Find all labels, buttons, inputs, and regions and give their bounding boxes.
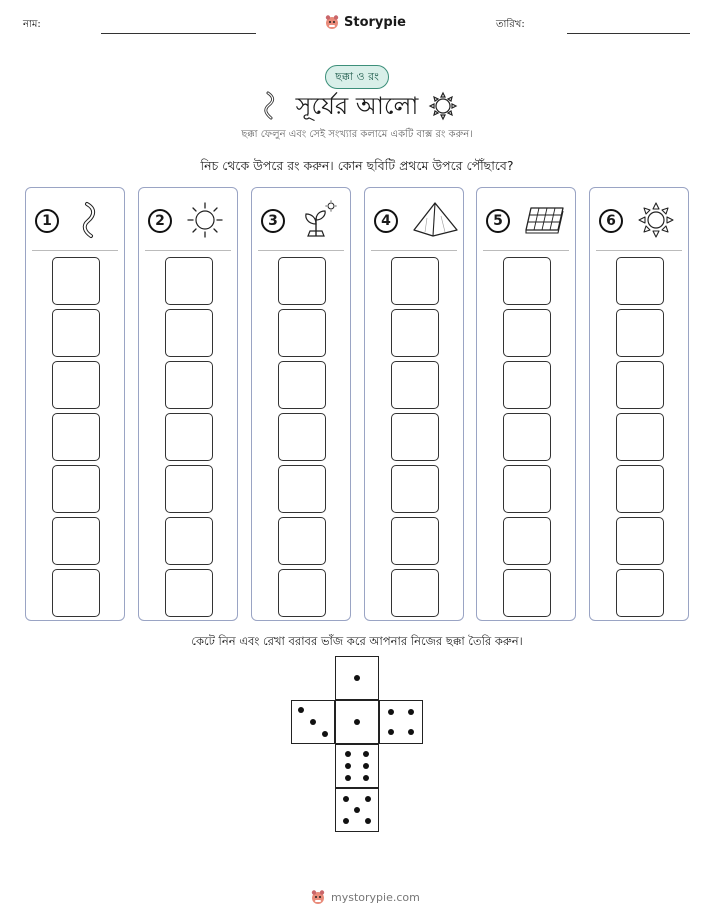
instruction: নিচ থেকে উপরে রং করুন। কোন ছবিটি প্রথমে উপরে পৌঁছাবে? (200, 158, 514, 173)
dice-pip (365, 796, 371, 802)
color-box[interactable] (165, 413, 213, 461)
sun-title-icon (427, 91, 459, 121)
color-box[interactable] (616, 569, 664, 617)
color-box[interactable] (616, 413, 664, 461)
dice-pip (345, 751, 351, 757)
dice-pip (388, 729, 394, 735)
color-box[interactable] (278, 465, 326, 513)
dice-pip (298, 707, 304, 713)
dice-face-1[interactable] (335, 656, 379, 700)
cutout-instruction: কেটে নিন এবং রেখা বরাবর ভাঁজ করে আপনার নিজের ছক্কা তৈরি করুন। (191, 634, 523, 648)
column-2 (138, 187, 238, 621)
color-box[interactable] (503, 413, 551, 461)
column-number: 1 (35, 209, 59, 233)
column-divider (483, 250, 569, 251)
color-box[interactable] (391, 361, 439, 409)
sprout-sun-icon (298, 200, 338, 240)
name-line (101, 33, 256, 34)
color-box[interactable] (165, 309, 213, 357)
color-box[interactable] (391, 257, 439, 305)
dice-pip (365, 818, 371, 824)
column-number: 4 (374, 209, 398, 233)
column-number: 5 (486, 209, 510, 233)
color-box[interactable] (391, 569, 439, 617)
color-box[interactable] (503, 517, 551, 565)
color-box[interactable] (616, 257, 664, 305)
dice-pip (363, 763, 369, 769)
dice-pip (343, 818, 349, 824)
color-box[interactable] (52, 257, 100, 305)
dice-pip (388, 709, 394, 715)
color-box[interactable] (165, 517, 213, 565)
prism-icon (411, 200, 461, 240)
date-label: তারিখ: (496, 19, 525, 30)
color-box[interactable] (52, 361, 100, 409)
dice-face-1[interactable] (335, 700, 379, 744)
footer (310, 889, 420, 905)
color-box[interactable] (52, 569, 100, 617)
storypie-logo-icon (310, 889, 326, 905)
color-box[interactable] (278, 569, 326, 617)
color-box[interactable] (616, 361, 664, 409)
brand (324, 14, 406, 30)
activity-badge: ছক্কা ও রং (325, 65, 389, 89)
color-box[interactable] (616, 517, 664, 565)
color-box[interactable] (165, 257, 213, 305)
color-box[interactable] (165, 465, 213, 513)
column-divider (371, 250, 457, 251)
color-box[interactable] (503, 361, 551, 409)
color-box[interactable] (278, 257, 326, 305)
color-box[interactable] (503, 569, 551, 617)
color-box[interactable] (616, 465, 664, 513)
color-box[interactable] (503, 309, 551, 357)
color-box[interactable] (52, 309, 100, 357)
dice-pip (343, 796, 349, 802)
color-box[interactable] (52, 465, 100, 513)
dice-pip (345, 775, 351, 781)
dice-pip (310, 719, 316, 725)
color-box[interactable] (503, 465, 551, 513)
dice-pip (363, 751, 369, 757)
dice-pip (354, 807, 360, 813)
column-6 (589, 187, 689, 621)
color-box[interactable] (616, 309, 664, 357)
column-divider (258, 250, 344, 251)
dice-face-5[interactable] (335, 788, 379, 832)
dice-pip (408, 709, 414, 715)
column-5 (476, 187, 576, 621)
dice-pip (408, 729, 414, 735)
column-number: 2 (148, 209, 172, 233)
dice-pip (363, 775, 369, 781)
footer-url[interactable]: mystorypie.com (331, 890, 420, 904)
color-box[interactable] (391, 309, 439, 357)
color-box[interactable] (391, 517, 439, 565)
column-divider (32, 250, 118, 251)
subtitle: ছক্কা ফেলুন এবং সেই সংখ্যার কলামে একটি বাক্স রং করুন। (241, 129, 473, 140)
dice-face-6[interactable] (335, 744, 379, 788)
column-3 (251, 187, 351, 621)
color-box[interactable] (52, 413, 100, 461)
sun-icon (185, 200, 225, 240)
dice-pip (345, 763, 351, 769)
name-label: নাম: (23, 19, 41, 30)
color-box[interactable] (278, 361, 326, 409)
dice-pip (322, 731, 328, 737)
spiky-sun-icon (636, 200, 676, 240)
dice-pip (354, 675, 360, 681)
dice-face-4[interactable] (379, 700, 423, 744)
date-line (567, 33, 690, 34)
storypie-logo-icon (324, 14, 340, 30)
column-divider (596, 250, 682, 251)
color-box[interactable] (278, 309, 326, 357)
color-box[interactable] (278, 517, 326, 565)
color-box[interactable] (391, 413, 439, 461)
color-box[interactable] (278, 413, 326, 461)
column-4 (364, 187, 464, 621)
page-title: সূর্যের আলো (295, 92, 419, 120)
dice-face-3[interactable] (291, 700, 335, 744)
column-number: 3 (261, 209, 285, 233)
column-1 (25, 187, 125, 621)
column-number: 6 (599, 209, 623, 233)
column-divider (145, 250, 231, 251)
solar-panel-icon (523, 200, 567, 240)
color-box[interactable] (165, 569, 213, 617)
dice-pip (354, 719, 360, 725)
worm-icon (72, 200, 112, 240)
brand-name: Storypie (344, 14, 406, 30)
color-box[interactable] (165, 361, 213, 409)
color-box[interactable] (52, 517, 100, 565)
color-box[interactable] (503, 257, 551, 305)
color-box[interactable] (391, 465, 439, 513)
